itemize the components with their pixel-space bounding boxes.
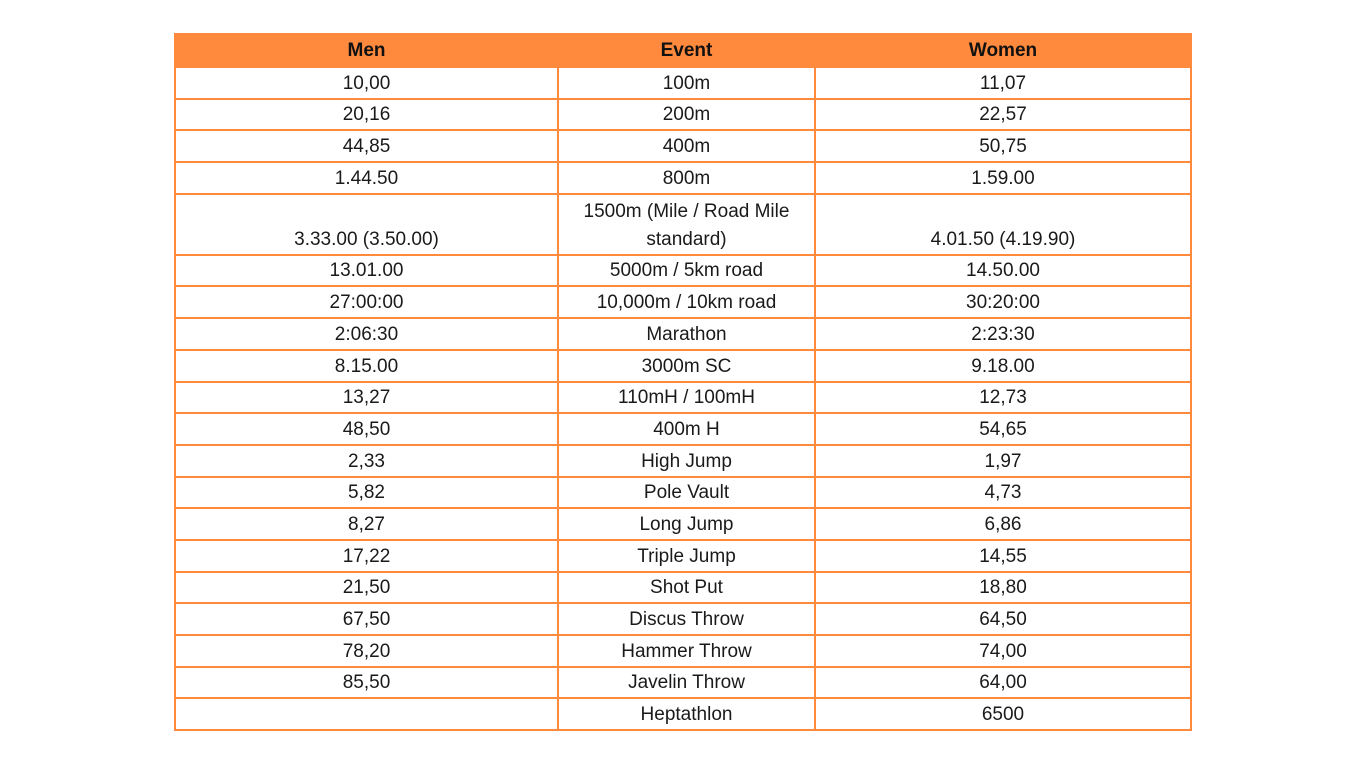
cell-men: 44,85 [175, 130, 558, 162]
cell-men: 20,16 [175, 99, 558, 131]
cell-event: 5000m / 5km road [558, 255, 815, 287]
header-event: Event [558, 34, 815, 67]
cell-men: 8,27 [175, 508, 558, 540]
cell-men: 10,00 [175, 67, 558, 99]
table-row [175, 603, 1191, 635]
cell-women: 11,07 [815, 67, 1191, 99]
table-row [175, 667, 1191, 699]
cell-men: 3.33.00 (3.50.00) [175, 194, 558, 255]
table-row [175, 698, 1191, 730]
cell-women: 2:23:30 [815, 318, 1191, 350]
cell-women: 14,55 [815, 540, 1191, 572]
table-row [175, 130, 1191, 162]
cell-event: High Jump [558, 445, 815, 477]
cell-event: Hammer Throw [558, 635, 815, 667]
cell-event: 100m [558, 67, 815, 99]
table-row [175, 350, 1191, 382]
cell-women: 54,65 [815, 413, 1191, 445]
table-row [175, 508, 1191, 540]
cell-event: 200m [558, 99, 815, 131]
cell-women: 64,50 [815, 603, 1191, 635]
cell-event: Javelin Throw [558, 667, 815, 699]
table-row [175, 382, 1191, 414]
cell-women: 6,86 [815, 508, 1191, 540]
table-row [175, 445, 1191, 477]
cell-event: Triple Jump [558, 540, 815, 572]
table-row [175, 540, 1191, 572]
cell-women: 18,80 [815, 572, 1191, 604]
table-row [175, 572, 1191, 604]
cell-women: 4.01.50 (4.19.90) [815, 194, 1191, 255]
cell-women: 9.18.00 [815, 350, 1191, 382]
cell-women: 6500 [815, 698, 1191, 730]
cell-men: 13,27 [175, 382, 558, 414]
cell-women: 12,73 [815, 382, 1191, 414]
table-row [175, 477, 1191, 509]
table-row [175, 194, 1191, 255]
cell-men: 27:00:00 [175, 286, 558, 318]
cell-event: 800m [558, 162, 815, 194]
table-header-row [175, 34, 1191, 67]
table-row [175, 162, 1191, 194]
cell-women: 64,00 [815, 667, 1191, 699]
cell-event: 1500m (Mile / Road Mile standard) [558, 194, 815, 255]
table-row [175, 67, 1191, 99]
cell-men: 17,22 [175, 540, 558, 572]
cell-men: 2:06:30 [175, 318, 558, 350]
cell-event: 400m [558, 130, 815, 162]
cell-event: 3000m SC [558, 350, 815, 382]
cell-men: 1.44.50 [175, 162, 558, 194]
cell-women: 1.59.00 [815, 162, 1191, 194]
table-row [175, 635, 1191, 667]
cell-event: Shot Put [558, 572, 815, 604]
table-row [175, 318, 1191, 350]
cell-men: 85,50 [175, 667, 558, 699]
cell-men: 48,50 [175, 413, 558, 445]
cell-event: Discus Throw [558, 603, 815, 635]
table-row [175, 255, 1191, 287]
cell-event: 10,000m / 10km road [558, 286, 815, 318]
header-women: Women [815, 34, 1191, 67]
cell-men [175, 698, 558, 730]
cell-event: Marathon [558, 318, 815, 350]
cell-event: 400m H [558, 413, 815, 445]
cell-women: 14.50.00 [815, 255, 1191, 287]
cell-women: 4,73 [815, 477, 1191, 509]
cell-event: Heptathlon [558, 698, 815, 730]
cell-men: 8.15.00 [175, 350, 558, 382]
table-row [175, 286, 1191, 318]
table-row [175, 99, 1191, 131]
cell-women: 1,97 [815, 445, 1191, 477]
cell-men: 78,20 [175, 635, 558, 667]
table-row [175, 413, 1191, 445]
cell-event: Pole Vault [558, 477, 815, 509]
cell-men: 67,50 [175, 603, 558, 635]
cell-men: 5,82 [175, 477, 558, 509]
cell-women: 50,75 [815, 130, 1191, 162]
cell-men: 2,33 [175, 445, 558, 477]
qualifying-standards-table [174, 33, 1192, 731]
cell-event: Long Jump [558, 508, 815, 540]
header-men: Men [175, 34, 558, 67]
cell-women: 74,00 [815, 635, 1191, 667]
cell-women: 22,57 [815, 99, 1191, 131]
cell-men: 21,50 [175, 572, 558, 604]
cell-women: 30:20:00 [815, 286, 1191, 318]
cell-men: 13.01.00 [175, 255, 558, 287]
cell-event: 110mH / 100mH [558, 382, 815, 414]
